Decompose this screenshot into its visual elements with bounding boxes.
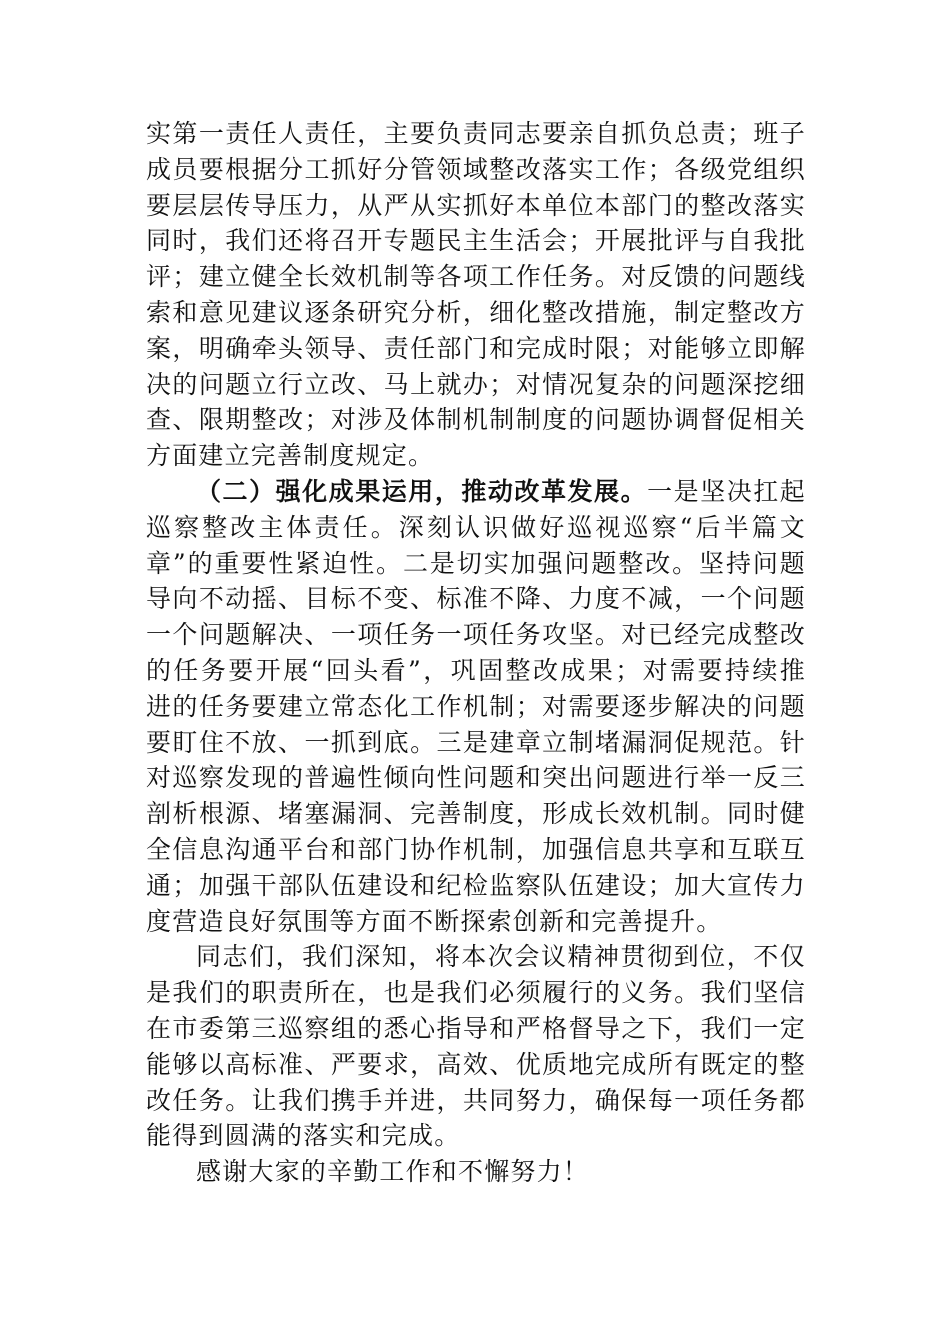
document-body	[146, 116, 806, 1190]
text-line: 对巡察发现的普遍性倾向性问题和突出问题进行举一反三	[146, 763, 806, 793]
text-line: 一个问题解决、一项任务一项任务攻坚。对已经完成整改	[146, 620, 806, 650]
text-line: 巡察整改主体责任。深刻认识做好巡视巡察“后半篇文	[146, 512, 806, 542]
text-line: 决的问题立行立改、马上就办；对情况复杂的问题深挖细	[146, 369, 806, 399]
text-line: 改任务。让我们携手并进，共同努力，确保每一项任务都	[146, 1085, 806, 1115]
text-line: 方面建立完善制度规定。	[146, 441, 435, 471]
text-line: 索和意见建议逐条研究分析，细化整改措施，制定整改方	[146, 297, 806, 327]
text-line: 是我们的职责所在，也是我们必须履行的义务。我们坚信	[146, 978, 806, 1008]
text-line: 评；建立健全长效机制等各项工作任务。对反馈的问题线	[146, 262, 806, 292]
text-line: 同时，我们还将召开专题民主生活会；开展批评与自我批	[146, 226, 806, 256]
section-heading-line	[146, 474, 806, 510]
text-line: 的任务要开展“回头看”，巩固整改成果；对需要持续推	[146, 655, 806, 685]
text-line: 案，明确牵头领导、责任部门和完成时限；对能够立即解	[146, 333, 806, 363]
text-line: 通；加强干部队伍建设和纪检监察队伍建设；加大宣传力	[146, 870, 806, 900]
text-line: 要盯住不放、一抓到底。三是建章立制堵漏洞促规范。针	[146, 727, 806, 757]
text-line: 章”的重要性紧迫性。二是切实加强问题整改。坚持问题	[146, 548, 806, 578]
text-line: 全信息沟通平台和部门协作机制，加强信息共享和互联互	[146, 834, 806, 864]
text-line: 同志们，我们深知，将本次会议精神贯彻到位，不仅	[196, 942, 806, 972]
text-line: 实第一责任人责任，主要负责同志要亲自抓负总责；班子	[146, 119, 806, 148]
text-line: 导向不动摇、目标不变、标准不降、力度不减，一个问题	[146, 584, 806, 614]
text-line: 能得到圆满的落实和完成。	[146, 1121, 461, 1151]
text-line: 剖析根源、堵塞漏洞、完善制度，形成长效机制。同时健	[146, 799, 806, 829]
text-line: 查、限期整改；对涉及体制机制制度的问题协调督促相关	[146, 405, 806, 435]
text-line: 能够以高标准、严要求，高效、优质地完成所有既定的整	[146, 1049, 806, 1079]
text-line: 在市委第三巡察组的悉心指导和严格督导之下，我们一定	[146, 1013, 806, 1043]
text-line: 要层层传导压力，从严从实抓好本单位本部门的整改落实	[146, 190, 806, 220]
text-line: 进的任务要建立常态化工作机制；对需要逐步解决的问题	[146, 691, 806, 721]
section-heading: （二）强化成果运用，推动改革发展。	[196, 476, 648, 506]
text-line: 度营造良好氛围等方面不断探索创新和完善提升。	[146, 906, 723, 936]
closing-line: 感谢大家的辛勤工作和不懈努力！	[196, 1157, 590, 1187]
section-heading-continuation: 一是坚决扛起	[647, 476, 807, 506]
text-line: 成员要根据分工抓好分管领域整改落实工作；各级党组织	[146, 154, 806, 184]
